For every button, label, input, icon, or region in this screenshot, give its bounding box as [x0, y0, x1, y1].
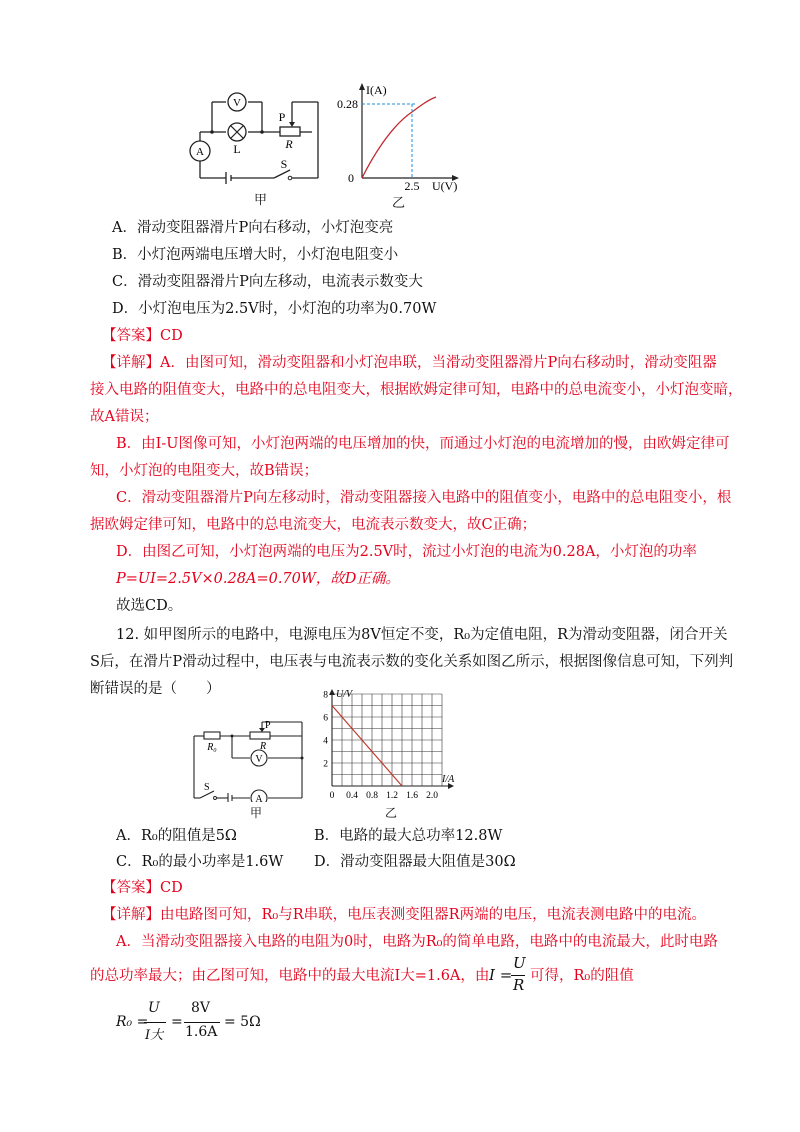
formula1-lhs: I = — [489, 966, 513, 984]
formula2-bar — [144, 1022, 166, 1023]
y-tick-label: 8 — [323, 690, 328, 701]
formula2-den2: 1.6A — [185, 1024, 218, 1040]
formula2-eq: = — [171, 1014, 183, 1030]
q11-detail-line-7: 据欧姆定律可知，电路中的总电流变大，电流表示数变大，故C正确； — [90, 517, 537, 533]
q12-answer: 【答案】CD — [102, 880, 183, 896]
circuit-diagram-1 — [186, 86, 336, 186]
q11-detail-line-8: D．由图乙可知，小灯泡两端的电压为2.5V时，流过小灯泡的电流为0.28A，小灯泡的功率 — [116, 544, 697, 560]
ui-graph — [310, 688, 460, 804]
x-tick-label: 0 — [329, 791, 335, 801]
y-tick-label: 4 — [323, 736, 328, 747]
q12-option-a: A．R₀的阻值是5Ω — [116, 828, 237, 844]
q12-stem-line-3: 断错误的是（ ） — [90, 681, 221, 697]
slider-label: P — [278, 110, 286, 124]
ui-graph-caption: 乙 — [385, 806, 398, 820]
r0-label: R₀ — [207, 742, 217, 753]
q12-stem-line-2: S后，在滑片P滑动过程中，电压表与电流表示数的变化关系如图乙所示，根据图像信息可知，下列判 — [90, 654, 734, 670]
q11-detail-line-5: 知，小灯泡的电阻变大，故B错误； — [90, 463, 319, 479]
q11-option-b: B．小灯泡两端电压增大时，小灯泡电阻变小 — [112, 247, 399, 263]
q12-detail-line-4: 可得，R₀的阻值 — [530, 968, 634, 984]
y-tick-label: 6 — [323, 713, 328, 724]
formula1-den: R — [513, 976, 525, 994]
rheostat-r-label: R — [259, 741, 267, 752]
q12-stem-line-1: 12. 如甲图所示的电路中，电源电压为8V恒定不变，R₀为定值电阻，R为滑动变阻器，闭合开关 — [116, 627, 728, 643]
q11-detail-line-2: 接入电路的阻值变大，电路中的总电阻变大，根据欧姆定律可知，电路中的总电流变小，小灯泡变暗， — [90, 382, 743, 398]
x-tick-label: 0.4 — [346, 791, 358, 801]
q11-detail-line-4: B．由I-U图像可知，小灯泡两端的电压增加的快，而通过小灯泡的电流增加的慢，由欧姆定律可 — [116, 436, 730, 452]
iu-graph-x-label: U(V) — [432, 179, 458, 193]
q12-detail-line-2: A．当滑动变阻器接入电路的电阻为0时，电路为R₀的简单电路，电路中的电流最大，此时电路 — [116, 934, 718, 950]
ui-graph-line — [332, 706, 402, 787]
y-tick-label: 2 — [323, 759, 328, 770]
formula2-lhs: R₀ = — [116, 1014, 149, 1030]
q12-option-c: C．R₀的最小功率是1.6W — [116, 854, 284, 870]
ui-graph-x-label: I/A — [442, 774, 455, 785]
q11-detail-line-9: P=UI=2.5V×0.28A=0.70W，故D正确。 — [116, 571, 400, 587]
formula2-num2: 8V — [191, 1000, 211, 1016]
q11-answer: 【答案】CD — [102, 328, 183, 344]
voltmeter-v-label: V — [255, 754, 263, 765]
lamp-label: L — [233, 142, 241, 156]
q11-detail-line-1: 【详解】A．由图可知，滑动变阻器和小灯泡串联，当滑动变阻器滑片P向右移动时，滑动变阻器 — [102, 355, 717, 371]
circuit-2-caption: 甲 — [250, 806, 263, 820]
q11-detail-line-6: C．滑动变阻器滑片P向左移动时，滑动变阻器接入电路中的阻值变小，电路中的总电阻变小，根 — [116, 490, 732, 506]
circuit-1-caption: 甲 — [254, 193, 268, 208]
iu-graph-x-tick: 2.5 — [404, 179, 420, 193]
formula2-bar2 — [184, 1022, 220, 1023]
q11-conclusion: 故选CD。 — [116, 598, 183, 614]
ammeter-a-label: A — [255, 794, 263, 802]
iu-graph-caption: 乙 — [392, 196, 406, 211]
q12-detail-line-1: 【详解】由电路图可知，R₀与R串联，电压表测变阻器R两端的电压，电流表测电路中的电流。 — [102, 907, 707, 923]
q11-detail-line-3: 故A错误； — [90, 409, 159, 425]
x-tick-label: 1.2 — [386, 791, 398, 801]
formula1-num: U — [513, 954, 526, 972]
switch-s-label: S — [204, 782, 210, 793]
q11-option-c: C．滑动变阻器滑片P向左移动，电流表示数变大 — [112, 274, 423, 290]
ammeter-label: A — [196, 146, 204, 158]
x-tick-label: 1.6 — [406, 791, 418, 801]
iu-graph — [336, 80, 466, 194]
circuit-diagram-2 — [190, 718, 310, 802]
switch-label: S — [280, 157, 288, 171]
q12-option-b: B．电路的最大总功率12.8W — [314, 828, 503, 844]
rheostat-label: R — [285, 137, 293, 151]
formula2-num: U — [148, 1000, 160, 1016]
formula-r0 — [116, 1000, 316, 1050]
formula-ohms-law — [489, 954, 529, 998]
iu-graph-y-tick: 0.28 — [337, 97, 358, 111]
formula2-result: = 5Ω — [224, 1014, 261, 1030]
slider-p-label: P — [265, 720, 271, 731]
x-tick-label: 2.0 — [426, 791, 438, 801]
iu-graph-y-label: I(A) — [366, 83, 387, 97]
q11-option-d: D．小灯泡电压为2.5V时，小灯泡的功率为0.70W — [112, 301, 437, 317]
q12-option-d: D．滑动变阻器最大阻值是30Ω — [314, 854, 516, 870]
ui-graph-y-label: U/V — [336, 689, 353, 700]
q12-detail-line-3: 的总功率最大；由乙图可知，电路中的最大电流I大=1.6A，由 — [90, 968, 490, 984]
voltmeter-label: V — [233, 97, 241, 109]
formula2-den: I大 — [145, 1028, 164, 1043]
x-tick-label: 0.8 — [366, 791, 378, 801]
q11-option-a: A．滑动变阻器滑片P向右移动，小灯泡变亮 — [112, 220, 394, 236]
iu-graph-origin: 0 — [348, 171, 354, 185]
